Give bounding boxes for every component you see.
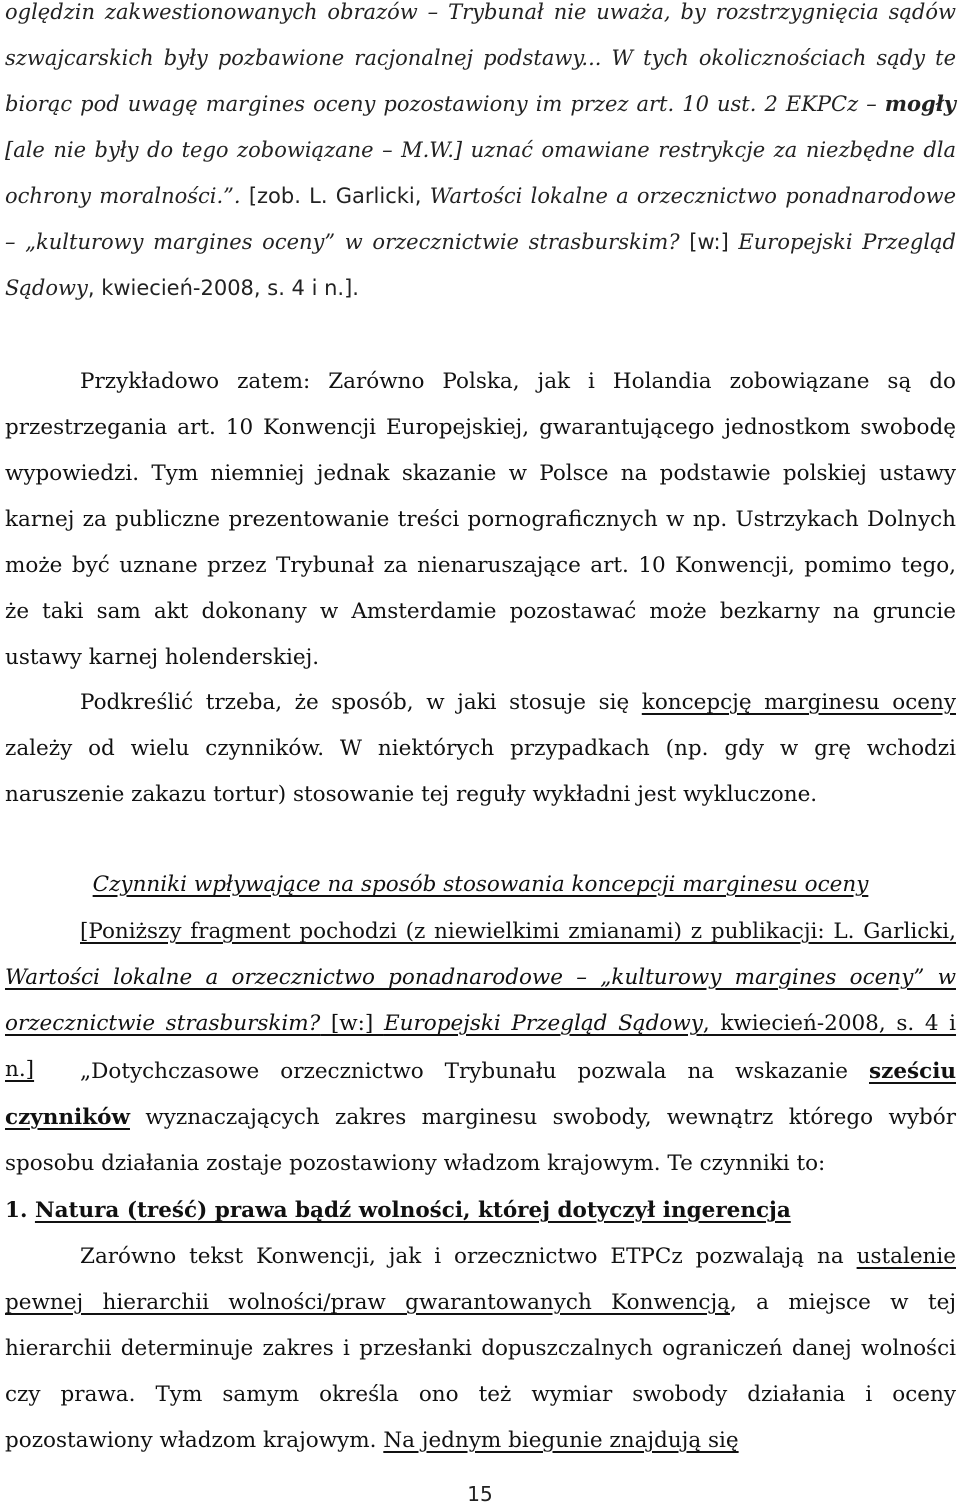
underlined-phrase: Na jednym biegunie znajdują się <box>383 1428 739 1453</box>
note-text: [Poniższy fragment pochodzi (z niewielkimi zmianami) z publikacji: L. Garlicki, <box>80 919 956 944</box>
note-title: Wartości lokalne a orzecznictwo ponadnarodowe – „kulturowy margines oceny” w orzecznictwie strasburskim? <box>5 965 956 1036</box>
citation-suffix: , kwiecień-2008, s. 4 i n.]. <box>87 276 359 300</box>
quote-text: oględzin zakwestionowanych obrazów – Trybunał nie uważa, by rozstrzygnięcia sądów szwajcarskich były pozbawione racjonalnej podstawy... W tych okolicznościach sądy te biorąc pod uwagę margines oceny pozostawiony im przez art. 10 ust. 2 EKPCz – <box>5 0 956 116</box>
citation-title: Wartości lokalne a orzecznictwo ponadnarodowe – „kulturowy margines oceny” w orzecznictwie strasburskim? <box>5 184 956 254</box>
factor-heading-1 <box>5 1188 956 1234</box>
paragraph-quote-continuation <box>5 0 956 311</box>
paragraph-text-cont: wyznaczających zakres marginesu swobody, wewnątrz którego wybór sposobu działania zostaje pozostawiony władzom krajowym. Te czynniki to: <box>5 1105 956 1176</box>
note-suffix: , kwiecień-2008, s. 4 i n.] <box>5 1011 957 1082</box>
paragraph-text: „Dotychczasowe orzecznictwo Trybunału pozwala na wskazanie <box>80 1059 869 1084</box>
paragraph-text-cont: zależy od wielu czynników. W niektórych przypadkach (np. gdy w grę wchodzi naruszenie zakazu tortur) stosowanie tej reguły wykładni jest wykluczone. <box>5 736 956 807</box>
paragraph-text-cont: , a miejsce w tej hierarchii determinuje zakres i przesłanki dopuszczalnych ograniczeń danej wolności czy prawa. Tym samym określa ono też wymiar swobody działania i oceny pozostawiony władzom krajowym. <box>5 1290 956 1453</box>
paragraph-factors-intro <box>5 1049 956 1187</box>
underlined-term: sześciu czynników <box>5 1059 956 1130</box>
quote-text-cont: [ale nie były do tego zobowiązane – M.W.] uznać omawiane restrykcje za niezbędne dla ochrony moralności.”. <box>5 138 956 208</box>
citation-in: [w:] <box>679 230 739 254</box>
section-title: Czynniki wpływające na sposób stosowania koncepcji marginesu oceny <box>92 872 869 897</box>
citation-journal: Europejski Przegląd Sądowy <box>5 230 957 300</box>
paragraph-text: Zarówno tekst Konwencji, jak i orzecznictwo ETPCz pozwalają na <box>80 1244 857 1269</box>
paragraph-text: Przykładowo zatem: Zarówno Polska, jak i Holandia zobowiązane są do przestrzegania art. 10 Konwencji Europejskiej, gwarantującego jednostkom swobodę wypowiedzi. Tym niemniej jednak skazanie w Polsce na podstawie polskiej ustawy karnej za publiczne prezentowanie treści pornograficznych w np. Ustrzykach Dolnych może być uznane przez Trybunał za nienaruszające art. 10 Konwencji, pomimo tego, że taki sam akt dokonany w Amsterdamie pozostawać może bezkarny na gruncie ustawy karnej holenderskiej. <box>5 369 956 670</box>
heading-number: 1. <box>5 1198 35 1223</box>
paragraph-example <box>5 359 956 681</box>
note-journal: Europejski Przegląd Sądowy <box>383 1011 703 1036</box>
paragraph-text: Podkreślić trzeba, że sposób, w jaki stosuje się <box>80 690 642 715</box>
heading-text: Natura (treść) prawa bądź wolności, której dotyczył ingerencja <box>34 1198 791 1223</box>
emphasis-mogly: mogły <box>884 91 956 116</box>
underlined-term: ustalenie pewnej hierarchii wolności/praw gwarantowanych Konwencją <box>5 1244 956 1315</box>
paragraph-factor-1 <box>5 1234 956 1464</box>
citation-prefix: [zob. L. Garlicki, <box>248 184 430 208</box>
page-number: 15 <box>467 1482 493 1506</box>
paragraph-emphasis <box>5 680 956 818</box>
underlined-term: koncepcję marginesu oceny <box>641 690 956 715</box>
note-in: [w:] <box>320 1011 384 1036</box>
